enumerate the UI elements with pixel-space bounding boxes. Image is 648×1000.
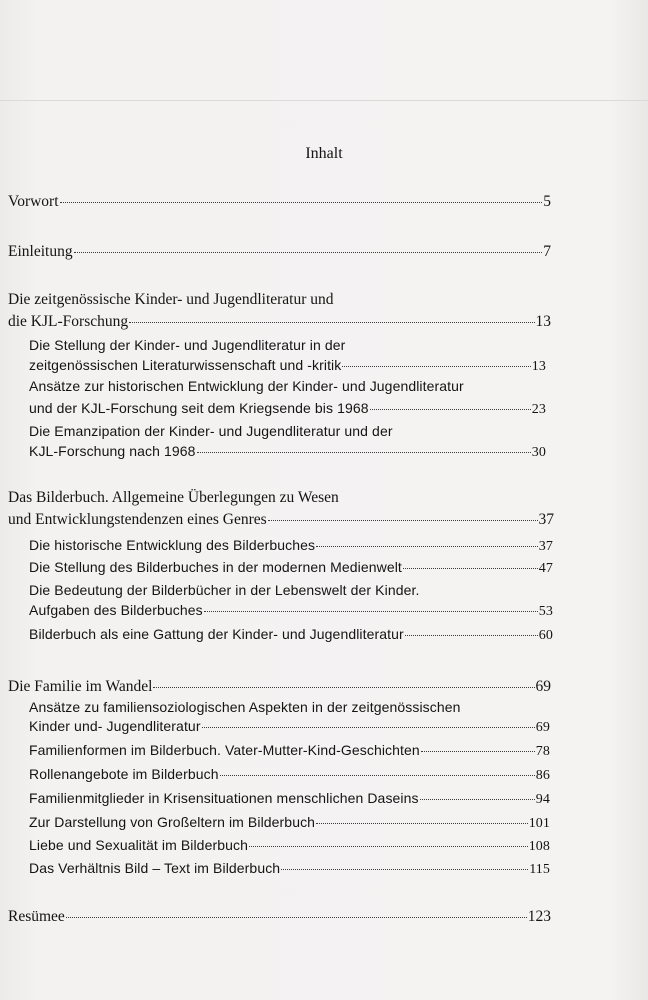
toc-entry-page: 101 [528,816,550,831]
leader-dots [370,409,531,410]
toc-section-3-5[interactable] [29,814,550,832]
toc-section-3-4[interactable] [29,790,550,808]
toc-section-2-3-line1: Die Bedeutung der Bilderbücher in der Lebenswelt der Kinder. [29,582,420,598]
leader-dots [420,799,535,800]
toc-section-3-3[interactable] [29,766,550,784]
toc-chapter-1-line1: Die zeitgenössische Kinder- und Jugendliteratur und [8,291,334,308]
toc-entry-page: 86 [535,768,550,783]
toc-entry-label: Die historische Entwicklung des Bilderbuches [29,537,316,553]
toc-entry-page: 47 [538,561,553,576]
leader-dots [316,823,528,824]
toc-entry-label: Bilderbuch als eine Gattung der Kinder- und Jugendliteratur [29,626,404,642]
toc-entry-page: 123 [527,908,551,925]
toc-entry-label: Familienformen im Bilderbuch. Vater-Mutter-Kind-Geschichten [29,742,420,758]
toc-entry-page: 69 [535,720,550,735]
leader-dots [220,775,535,776]
toc-chapter-2[interactable] [8,511,554,529]
toc-section-3-2[interactable] [29,742,550,760]
toc-entry-page: 78 [535,744,550,759]
toc-section-3-1-line1: Ansätze zu familiensoziologischen Aspekten in der zeitgenössischen [29,699,461,715]
toc-entry-page: 30 [531,445,546,460]
toc-entry-label: und Entwicklungstendenzen eines Genres [8,511,267,528]
leader-dots [421,751,535,752]
toc-section-1-2[interactable] [29,400,546,418]
toc-section-3-6[interactable] [29,837,550,855]
leader-dots [74,252,543,253]
toc-section-3-7[interactable] [29,860,550,878]
leader-dots [342,366,530,367]
bleed-through-rule [0,100,648,101]
leader-dots [66,917,527,918]
toc-section-2-3[interactable] [29,602,553,620]
toc-entry-page: 23 [531,402,546,417]
toc-entry-resumee[interactable] [8,908,551,926]
toc-chapter-1[interactable] [8,313,551,331]
leader-dots [281,869,528,870]
toc-entry-label: KJL-Forschung nach 1968 [29,443,196,459]
toc-entry-page: 5 [543,193,551,210]
toc-entry-page: 108 [528,839,550,854]
toc-entry-label: Vorwort [8,193,59,210]
page-title: Inhalt [305,145,343,162]
toc-entry-page: 7 [543,243,551,260]
toc-section-2-1[interactable] [29,537,553,555]
leader-dots [129,322,534,323]
toc-entry-label: die KJL-Forschung [8,313,129,330]
toc-entry-page: 37 [538,511,554,528]
leader-dots [202,727,535,728]
leader-dots [268,520,538,521]
leader-dots [405,635,538,636]
toc-chapter-3[interactable] [8,678,551,696]
leader-dots [197,452,531,453]
toc-entry-label: zeitgenössischen Literaturwissenschaft und -kritik [29,357,342,373]
toc-entry-label: Zur Darstellung von Großeltern im Bilderbuch [29,814,316,830]
toc-entry-page: 13 [535,313,551,330]
toc-entry-page: 94 [535,792,550,807]
toc-entry-label: Einleitung [8,243,73,260]
toc-section-1-2-line1: Ansätze zur historischen Entwicklung der Kinder- und Jugendliteratur [29,378,464,394]
leader-dots [249,846,528,847]
toc-section-1-3[interactable] [29,443,546,461]
toc-entry-page: 115 [529,862,550,877]
toc-entry-page: 37 [538,539,553,554]
leader-dots [204,611,538,612]
toc-entry-label: Rollenangebote im Bilderbuch [29,766,219,782]
toc-entry-page: 69 [535,678,551,695]
toc-entry-label: Das Verhältnis Bild – Text im Bilderbuch [29,860,281,876]
toc-section-2-2[interactable] [29,559,553,577]
toc-entry-page: 53 [538,604,553,619]
leader-dots [153,687,534,688]
leader-dots [403,568,538,569]
toc-entry-label: Liebe und Sexualität im Bilderbuch [29,837,248,853]
toc-section-1-1-line1: Die Stellung der Kinder- und Jugendliteratur in der [29,337,346,353]
toc-entry-label: Kinder und- Jugendliteratur [29,718,201,734]
toc-section-1-3-line1: Die Emanzipation der Kinder- und Jugendliteratur und der [29,423,393,439]
toc-entry-label: Familienmitglieder in Krisensituationen menschlichen Daseins [29,790,419,806]
toc-entry-einleitung[interactable] [8,243,551,261]
toc-entry-label: Resümee [8,908,65,925]
leader-dots [60,202,543,203]
toc-section-3-1[interactable] [29,718,550,736]
leader-dots [316,546,538,547]
toc-entry-label: Aufgaben des Bilderbuches [29,602,203,618]
toc-entry-vorwort[interactable] [8,193,551,211]
toc-entry-page: 13 [531,359,546,374]
toc-section-2-4[interactable] [29,626,553,644]
toc-section-1-1[interactable] [29,357,546,375]
toc-chapter-2-line1: Das Bilderbuch. Allgemeine Überlegungen zu Wesen [8,489,339,506]
toc-entry-label: und der KJL-Forschung seit dem Kriegsende bis 1968 [29,400,369,416]
toc-entry-label: Die Familie im Wandel [8,678,153,695]
toc-entry-page: 60 [538,628,553,643]
toc-entry-label: Die Stellung des Bilderbuches in der modernen Medienwelt [29,559,402,575]
